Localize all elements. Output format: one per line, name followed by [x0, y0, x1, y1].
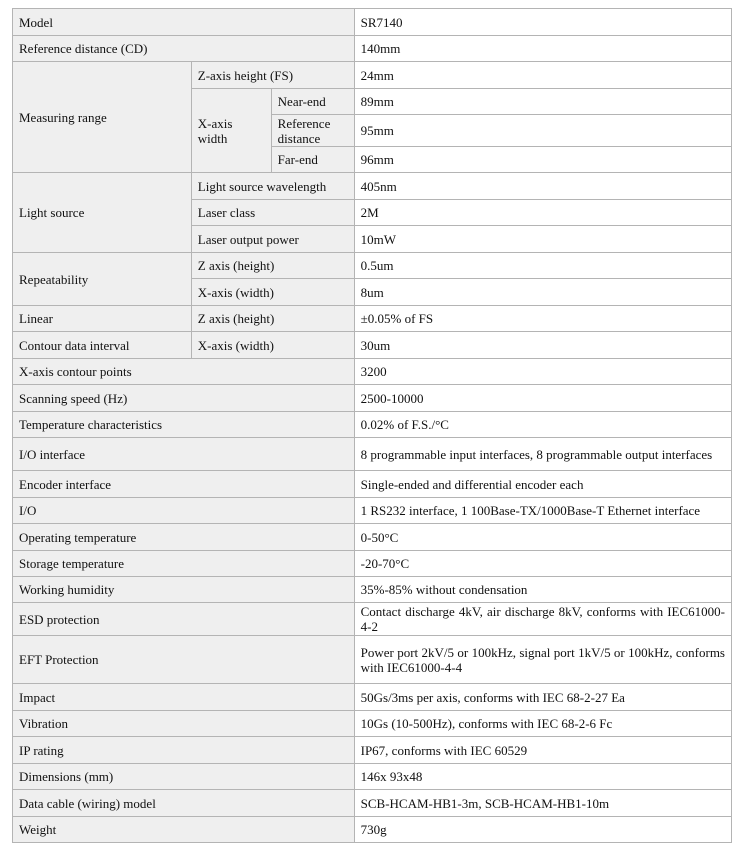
table-row: [13, 438, 732, 471]
spec-sublabel: Laser class: [191, 200, 354, 226]
spec-value: Single-ended and differential encoder each: [354, 471, 731, 498]
spec-sublabel: Reference distance: [271, 115, 354, 147]
spec-value: Power port 2kV/5 or 100kHz, signal port 1kV/5 or 100kHz, conforms with IEC61000-4-4: [354, 636, 731, 684]
spec-sublabel: X-axis width: [191, 89, 271, 173]
spec-value: SCB-HCAM-HB1-3m, SCB-HCAM-HB1-10m: [354, 790, 731, 817]
spec-value: 8um: [354, 279, 731, 306]
spec-group-label: Light source: [13, 173, 192, 253]
spec-label: Linear: [13, 306, 192, 332]
spec-value: 1 RS232 interface, 1 100Base-TX/1000Base-T Ethernet interface: [354, 498, 731, 524]
table-row: [13, 551, 732, 577]
spec-value: 89mm: [354, 89, 731, 115]
table-row: [13, 524, 732, 551]
spec-label: EFT Protection: [13, 636, 355, 684]
spec-label: Impact: [13, 684, 355, 711]
spec-value: 8 programmable input interfaces, 8 programmable output interfaces: [354, 438, 731, 471]
spec-sublabel: Near-end: [271, 89, 354, 115]
spec-label: ESD protection: [13, 603, 355, 636]
table-row: [13, 332, 732, 359]
spec-value: 2M: [354, 200, 731, 226]
spec-value: Contact discharge 4kV, air discharge 8kV, conforms with IEC61000-4-2: [354, 603, 731, 636]
table-row: [13, 253, 732, 279]
table-row: [13, 636, 732, 684]
table-row: [13, 62, 732, 89]
spec-value: 50Gs/3ms per axis, conforms with IEC 68-2-27 Ea: [354, 684, 731, 711]
spec-label: IP rating: [13, 737, 355, 764]
spec-group-label: Repeatability: [13, 253, 192, 306]
spec-value: 140mm: [354, 36, 731, 62]
spec-value: ±0.05% of FS: [354, 306, 731, 332]
table-row: [13, 790, 732, 817]
spec-sublabel: Z-axis height (FS): [191, 62, 354, 89]
table-row: [13, 577, 732, 603]
spec-label: Dimensions (mm): [13, 764, 355, 790]
spec-sublabel: Laser output power: [191, 226, 354, 253]
spec-label: Model: [13, 9, 355, 36]
spec-value: 10mW: [354, 226, 731, 253]
spec-sublabel: Light source wavelength: [191, 173, 354, 200]
spec-label: I/O interface: [13, 438, 355, 471]
spec-value: 24mm: [354, 62, 731, 89]
spec-value: 0.5um: [354, 253, 731, 279]
spec-group-label: Measuring range: [13, 62, 192, 173]
spec-sublabel: X-axis (width): [191, 279, 354, 306]
spec-label: Data cable (wiring) model: [13, 790, 355, 817]
table-row: [13, 412, 732, 438]
spec-value: 2500-10000: [354, 385, 731, 412]
table-row: [13, 498, 732, 524]
spec-label: Scanning speed (Hz): [13, 385, 355, 412]
spec-sublabel: Z axis (height): [191, 306, 354, 332]
spec-value: 96mm: [354, 147, 731, 173]
spec-label: I/O: [13, 498, 355, 524]
spec-value: 730g: [354, 817, 731, 843]
table-row: [13, 9, 732, 36]
table-row: [13, 764, 732, 790]
spec-value: 95mm: [354, 115, 731, 147]
table-row: [13, 173, 732, 200]
spec-value: SR7140: [354, 9, 731, 36]
spec-value: 30um: [354, 332, 731, 359]
table-row: [13, 603, 732, 636]
spec-value: -20-70°C: [354, 551, 731, 577]
spec-label: Contour data interval: [13, 332, 192, 359]
table-row: [13, 684, 732, 711]
table-row: [13, 471, 732, 498]
table-row: [13, 36, 732, 62]
spec-label: Vibration: [13, 711, 355, 737]
table-row: [13, 737, 732, 764]
spec-label: Storage temperature: [13, 551, 355, 577]
spec-sublabel: Z axis (height): [191, 253, 354, 279]
specification-table: [12, 8, 732, 843]
spec-label: Encoder interface: [13, 471, 355, 498]
spec-label: Weight: [13, 817, 355, 843]
spec-value: 0.02% of F.S./°C: [354, 412, 731, 438]
spec-sublabel: X-axis (width): [191, 332, 354, 359]
spec-value: 146x 93x48: [354, 764, 731, 790]
table-row: [13, 359, 732, 385]
spec-value: IP67, conforms with IEC 60529: [354, 737, 731, 764]
spec-value: 10Gs (10-500Hz), conforms with IEC 68-2-6 Fc: [354, 711, 731, 737]
spec-label: Reference distance (CD): [13, 36, 355, 62]
table-row: [13, 306, 732, 332]
spec-label: Operating temperature: [13, 524, 355, 551]
spec-label: Temperature characteristics: [13, 412, 355, 438]
table-row: [13, 817, 732, 843]
table-row: [13, 711, 732, 737]
spec-label: Working humidity: [13, 577, 355, 603]
spec-value: 35%-85% without condensation: [354, 577, 731, 603]
spec-label: X-axis contour points: [13, 359, 355, 385]
spec-value: 405nm: [354, 173, 731, 200]
spec-value: 3200: [354, 359, 731, 385]
spec-sublabel: Far-end: [271, 147, 354, 173]
spec-value: 0-50°C: [354, 524, 731, 551]
table-row: [13, 385, 732, 412]
